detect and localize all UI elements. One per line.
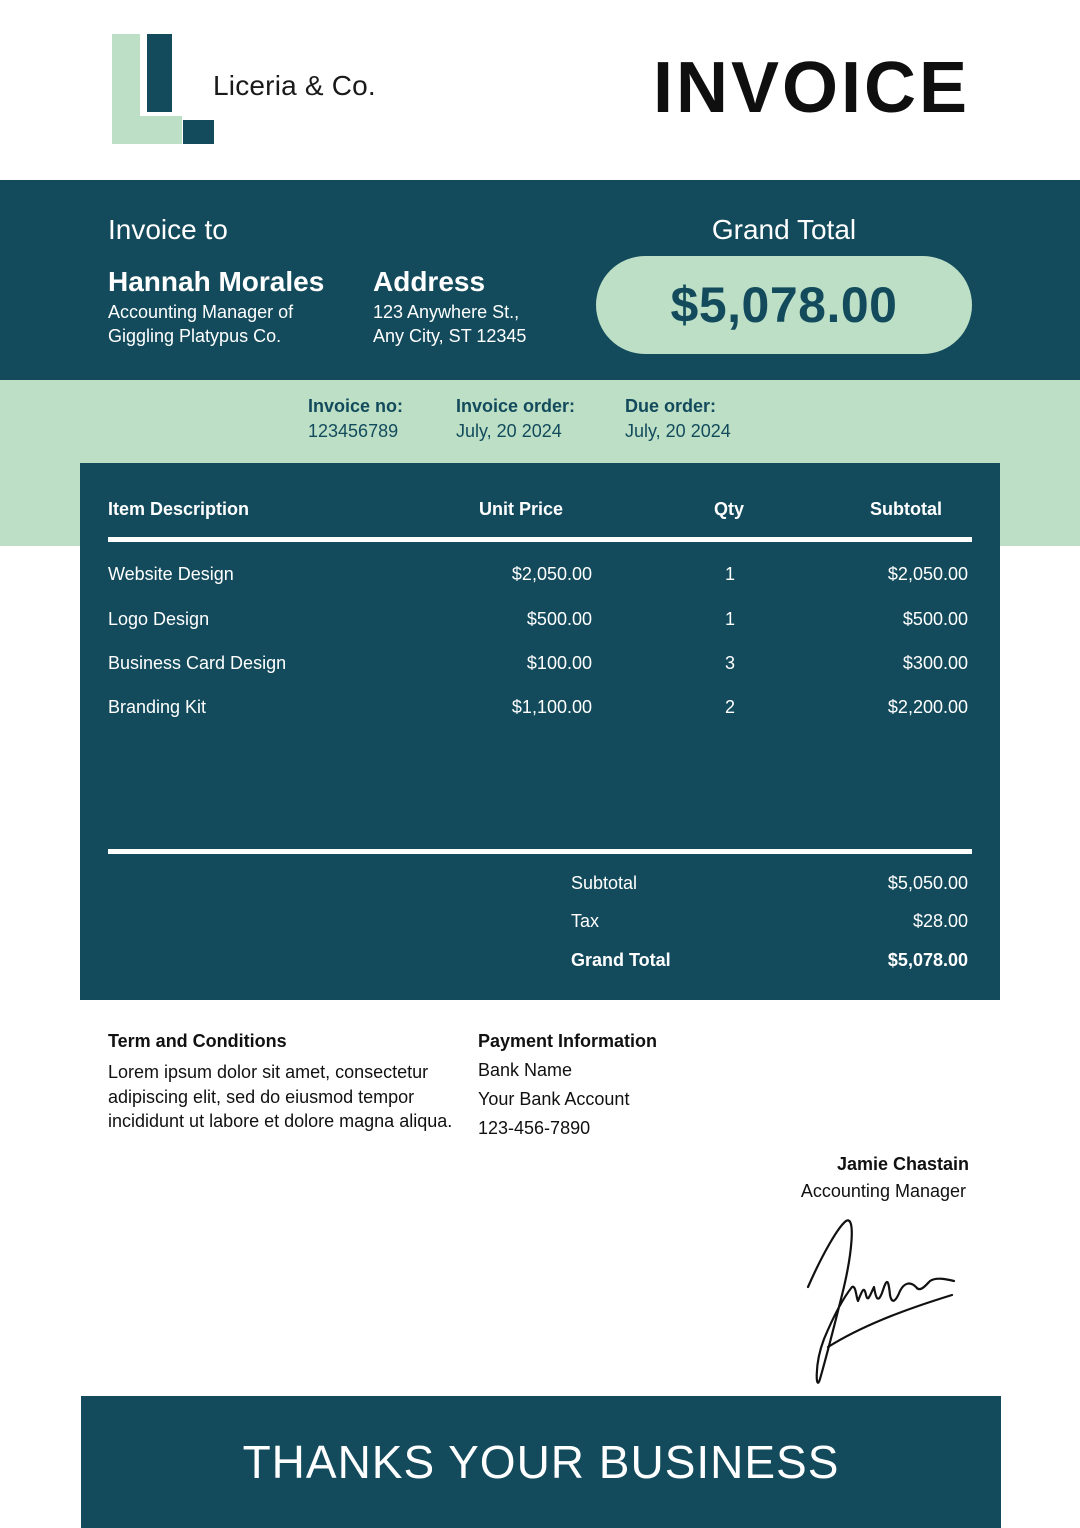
- client-name: Hannah Morales: [108, 266, 325, 297]
- grand-total-label: Grand Total: [711, 214, 857, 245]
- address-line-1: 123 Anywhere St.,: [373, 302, 520, 322]
- document-title: INVOICE: [652, 48, 970, 128]
- row-2-description: Logo Design: [108, 609, 210, 629]
- company-name: Liceria & Co.: [213, 70, 376, 101]
- invoice-number-label: Invoice no:: [308, 396, 404, 416]
- row-1-subtotal: $2,050.00: [887, 564, 968, 584]
- signer-role: Accounting Manager: [800, 1181, 966, 1201]
- row-3-unit-price: $100.00: [526, 653, 592, 673]
- totals-subtotal-label: Subtotal: [571, 873, 638, 893]
- totals-tax-label: Tax: [571, 911, 600, 931]
- payment-title: Payment Information: [478, 1031, 658, 1051]
- signer-name: Jamie Chastain: [836, 1154, 969, 1174]
- invoice-order-label: Invoice order:: [456, 396, 576, 416]
- row-4-unit-price: $1,100.00: [511, 697, 592, 717]
- address-lines: [373, 300, 526, 348]
- due-order: [625, 394, 731, 444]
- address-label: Address: [373, 266, 486, 297]
- signature-icon: [800, 1215, 962, 1387]
- thanks-banner: [81, 1396, 1001, 1528]
- invoice-order-value: July, 20 2024: [456, 421, 562, 441]
- address-line-2: Any City, ST 12345: [373, 326, 527, 346]
- row-3-subtotal: $300.00: [902, 653, 968, 673]
- client-role-line-1: Accounting Manager of: [108, 302, 294, 322]
- grand-total-badge: [596, 256, 972, 354]
- row-2-subtotal: $500.00: [902, 609, 968, 629]
- totals-grand-total-label: Grand Total: [571, 950, 671, 970]
- invoice-number: [308, 394, 403, 444]
- totals-tax-value: $28.00: [912, 911, 968, 931]
- table-header-divider: [108, 537, 972, 542]
- terms-text: Lorem ipsum dolor sit amet, consectetur adipiscing elit, sed do eiusmod tempor incididunt ut labore et dolore magna aliqua.: [108, 1062, 453, 1131]
- invoice-to-label: Invoice to: [108, 214, 228, 245]
- row-4-subtotal: $2,200.00: [887, 697, 968, 717]
- terms-title: Term and Conditions: [108, 1031, 287, 1051]
- payment-bank-name: Bank Name: [478, 1060, 573, 1080]
- row-1-qty: 1: [724, 564, 735, 584]
- header-item-description: Item Description: [108, 499, 250, 519]
- company-logo-icon: [112, 34, 214, 144]
- row-3-description: Business Card Design: [108, 653, 287, 673]
- row-4-qty: 2: [724, 697, 735, 717]
- grand-total-value: $5,078.00: [670, 277, 898, 333]
- row-1-unit-price: $2,050.00: [511, 564, 592, 584]
- row-2-unit-price: $500.00: [526, 609, 592, 629]
- row-4-description: Branding Kit: [108, 697, 207, 717]
- row-1-description: Website Design: [108, 564, 234, 584]
- payment-account: Your Bank Account: [478, 1089, 630, 1109]
- header-unit-price: Unit Price: [479, 499, 564, 519]
- payment-number: 123-456-7890: [478, 1118, 591, 1138]
- invoice-order: [456, 394, 575, 444]
- totals-subtotal-value: $5,050.00: [887, 873, 968, 893]
- table-totals-divider: [108, 849, 972, 854]
- client-role-line-2: Giggling Platypus Co.: [108, 326, 282, 346]
- row-2-qty: 1: [724, 609, 735, 629]
- due-order-value: July, 20 2024: [625, 421, 731, 441]
- header-qty: Qty: [714, 499, 745, 519]
- header-subtotal: Subtotal: [870, 499, 942, 519]
- client-role: [108, 300, 348, 348]
- thanks-text: THANKS YOUR BUSINESS: [242, 1436, 840, 1488]
- totals-grand-total-value: $5,078.00: [887, 950, 968, 970]
- row-3-qty: 3: [724, 653, 735, 673]
- invoice-number-value: 123456789: [308, 421, 399, 441]
- due-order-label: Due order:: [625, 396, 717, 416]
